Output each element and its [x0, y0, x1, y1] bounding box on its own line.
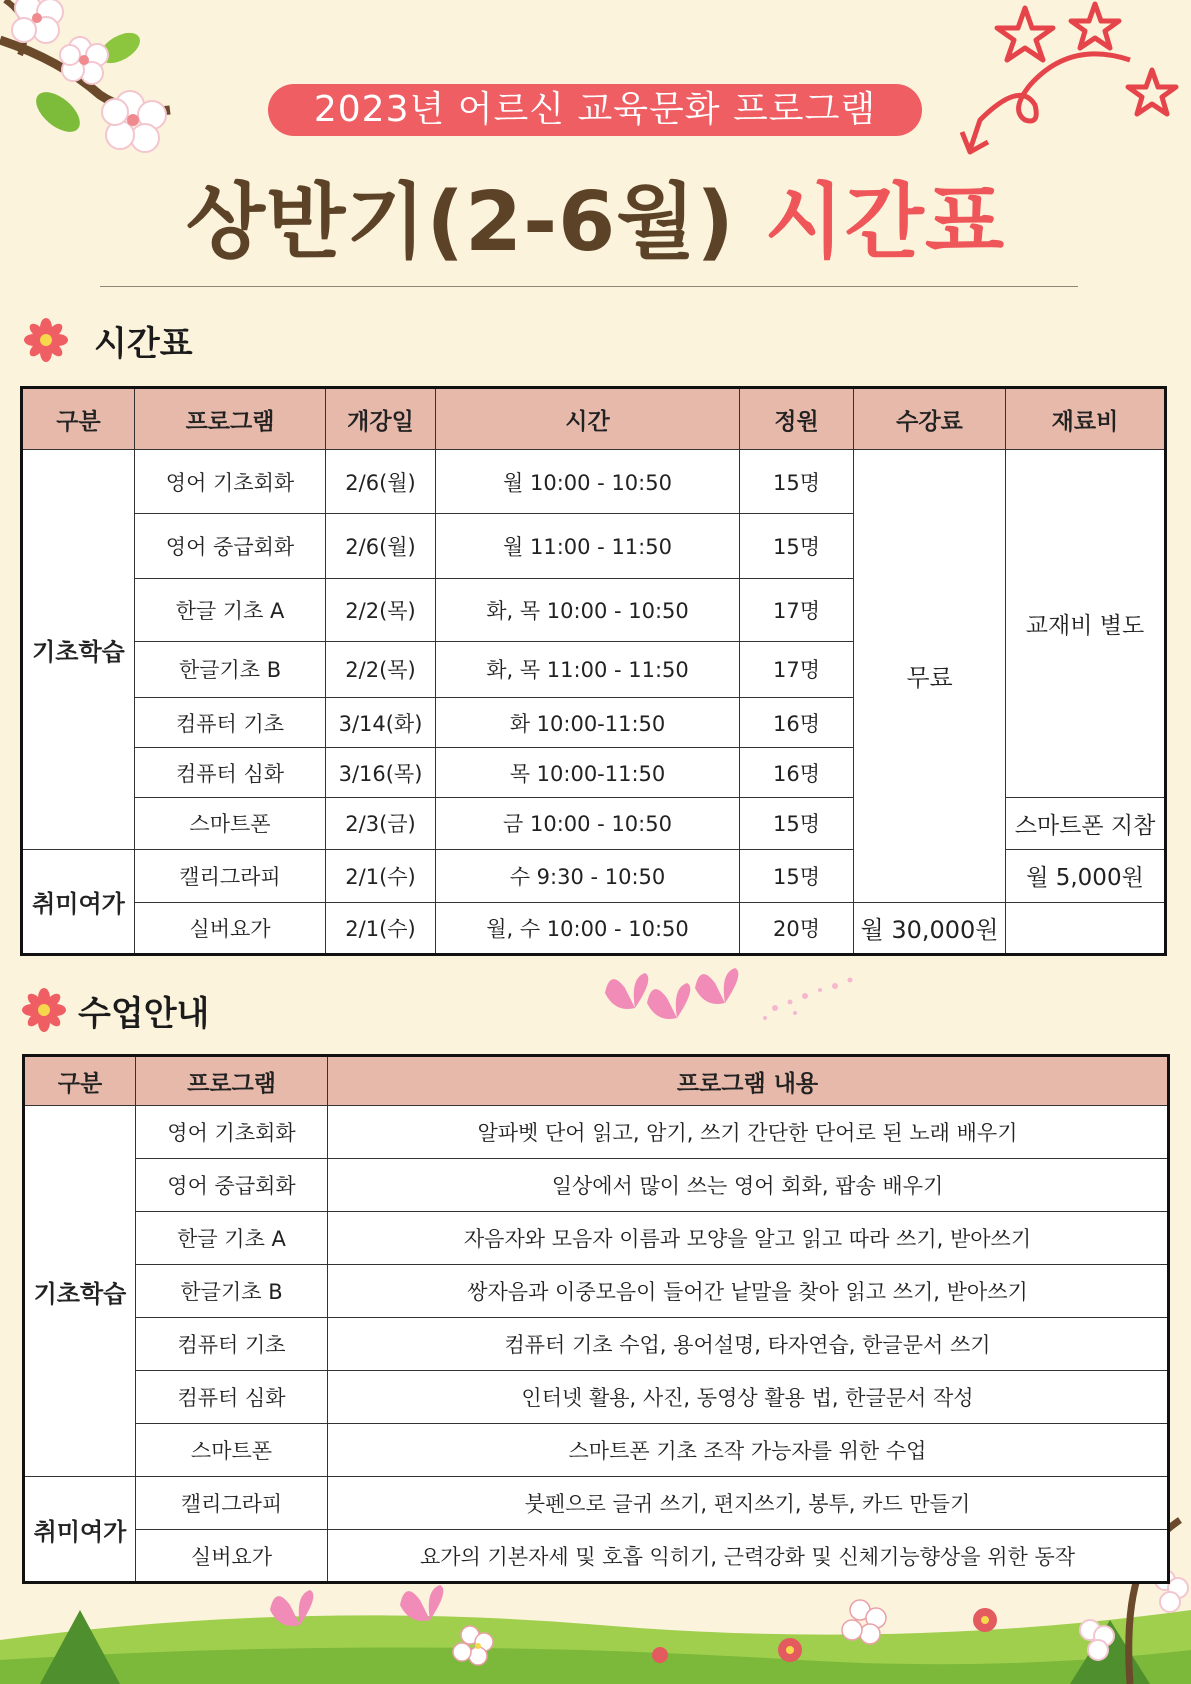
table-row	[24, 1530, 1169, 1583]
program-cell: 영어 중급회화	[135, 514, 326, 578]
table-row	[24, 1477, 1169, 1530]
capacity-cell: 15명	[740, 514, 854, 578]
table-row	[22, 450, 1166, 514]
content-cell: 붓펜으로 글귀 쓰기, 편지쓰기, 봉투, 카드 만들기	[328, 1477, 1169, 1530]
table-row	[24, 1424, 1169, 1477]
time-cell: 금 10:00 - 10:50	[436, 798, 740, 849]
start-date-cell: 2/1(수)	[326, 902, 436, 954]
content-cell: 일상에서 많이 쓰는 영어 회화, 팝송 배우기	[328, 1159, 1169, 1212]
capacity-cell: 20명	[740, 902, 854, 954]
program-cell: 한글 기초 A	[136, 1212, 328, 1265]
subtitle-banner: 2023년 어르신 교육문화 프로그램	[268, 84, 922, 136]
capacity-cell: 15명	[740, 450, 854, 514]
content-cell: 컴퓨터 기초 수업, 용어설명, 타자연습, 한글문서 쓰기	[328, 1318, 1169, 1371]
meadow-flowers-bottom	[0, 1580, 1191, 1684]
butterflies-decoration	[605, 968, 905, 1038]
table-header-row	[24, 1056, 1169, 1106]
start-date-cell: 2/3(금)	[326, 798, 436, 849]
time-cell: 목 10:00-11:50	[436, 748, 740, 798]
column-header: 정원	[740, 388, 854, 450]
table-header-row	[22, 388, 1166, 450]
blossom-branch-top-left	[0, 0, 180, 160]
column-header: 수강료	[854, 388, 1006, 450]
program-cell: 컴퓨터 심화	[135, 748, 326, 798]
material-cell: 교재비 별도	[1006, 450, 1166, 798]
column-header: 시간	[436, 388, 740, 450]
category-cell: 취미여가	[24, 1477, 136, 1583]
category-cell: 기초학습	[24, 1106, 136, 1477]
category-cell: 취미여가	[22, 849, 135, 954]
program-cell: 컴퓨터 기초	[135, 697, 326, 747]
time-cell: 화 10:00-11:50	[436, 697, 740, 747]
start-date-cell: 2/2(목)	[326, 641, 436, 697]
time-cell: 월 11:00 - 11:50	[436, 514, 740, 578]
section-title: 시간표	[94, 323, 193, 364]
program-cell: 스마트폰	[135, 798, 326, 849]
column-header: 개강일	[326, 388, 436, 450]
time-cell: 화, 목 11:00 - 11:50	[436, 641, 740, 697]
title-divider	[100, 286, 1078, 287]
program-cell: 한글기초 B	[136, 1265, 328, 1318]
program-cell: 캘리그라피	[136, 1477, 328, 1530]
class-info-table	[22, 1054, 1170, 1584]
column-header: 프로그램	[136, 1056, 328, 1106]
program-cell: 실버요가	[135, 902, 326, 954]
content-cell: 알파벳 단어 읽고, 암기, 쓰기 간단한 단어로 된 노래 배우기	[328, 1106, 1169, 1159]
content-cell: 쌍자음과 이중모음이 들어간 낱말을 찾아 읽고 쓰기, 받아쓰기	[328, 1265, 1169, 1318]
capacity-cell: 15명	[740, 798, 854, 849]
start-date-cell: 2/1(수)	[326, 849, 436, 902]
material-cell: 월 5,000원	[1006, 849, 1166, 902]
content-cell: 인터넷 활용, 사진, 동영상 활용 법, 한글문서 작성	[328, 1371, 1169, 1424]
time-cell: 수 9:30 - 10:50	[436, 849, 740, 902]
capacity-cell: 17명	[740, 578, 854, 641]
time-cell: 월 10:00 - 10:50	[436, 450, 740, 514]
material-cell-empty	[1006, 902, 1166, 954]
table-row	[24, 1371, 1169, 1424]
material-cell: 스마트폰 지참	[1006, 798, 1166, 849]
timetable-table	[20, 386, 1167, 956]
start-date-cell: 2/6(월)	[326, 514, 436, 578]
program-cell: 컴퓨터 기초	[136, 1318, 328, 1371]
capacity-cell: 15명	[740, 849, 854, 902]
program-cell: 실버요가	[136, 1530, 328, 1583]
content-cell: 스마트폰 기초 조작 가능자를 위한 수업	[328, 1424, 1169, 1477]
program-cell: 한글기초 B	[135, 641, 326, 697]
section-heading-timetable	[24, 318, 193, 362]
column-header: 프로그램	[135, 388, 326, 450]
section-title: 수업안내	[78, 993, 210, 1034]
table-row	[24, 1159, 1169, 1212]
program-cell: 영어 중급회화	[136, 1159, 328, 1212]
table-row	[24, 1106, 1169, 1159]
start-date-cell: 2/6(월)	[326, 450, 436, 514]
stars-arrow-doodle	[960, 0, 1191, 170]
title-main: 상반기(2-6월)	[185, 175, 735, 270]
column-header: 재료비	[1006, 388, 1166, 450]
start-date-cell: 2/2(목)	[326, 578, 436, 641]
title-accent: 시간표	[764, 175, 1006, 270]
table-row	[24, 1265, 1169, 1318]
flower-icon	[22, 988, 66, 1032]
content-cell: 요가의 기본자세 및 호흡 익히기, 근력강화 및 신체기능향상을 위한 동작	[328, 1530, 1169, 1583]
program-cell: 컴퓨터 심화	[136, 1371, 328, 1424]
flower-icon	[24, 318, 68, 362]
program-cell: 스마트폰	[136, 1424, 328, 1477]
category-cell: 기초학습	[22, 450, 135, 850]
time-cell: 화, 목 10:00 - 10:50	[436, 578, 740, 641]
section-heading-class-info	[22, 988, 209, 1032]
table-row	[24, 1212, 1169, 1265]
table-row	[24, 1318, 1169, 1371]
table-row	[22, 902, 1166, 954]
column-header: 프로그램 내용	[328, 1056, 1169, 1106]
start-date-cell: 3/14(화)	[326, 697, 436, 747]
column-header: 구분	[22, 388, 135, 450]
capacity-cell: 16명	[740, 748, 854, 798]
capacity-cell: 16명	[740, 697, 854, 747]
column-header: 구분	[24, 1056, 136, 1106]
start-date-cell: 3/16(목)	[326, 748, 436, 798]
program-cell: 영어 기초회화	[135, 450, 326, 514]
fee-cell: 무료	[854, 450, 1006, 903]
page-title	[0, 168, 1191, 278]
content-cell: 자음자와 모음자 이름과 모양을 알고 읽고 따라 쓰기, 받아쓰기	[328, 1212, 1169, 1265]
program-cell: 캘리그라피	[135, 849, 326, 902]
capacity-cell: 17명	[740, 641, 854, 697]
program-cell: 영어 기초회화	[136, 1106, 328, 1159]
fee-cell: 월 30,000원	[854, 902, 1006, 954]
program-cell: 한글 기초 A	[135, 578, 326, 641]
time-cell: 월, 수 10:00 - 10:50	[436, 902, 740, 954]
